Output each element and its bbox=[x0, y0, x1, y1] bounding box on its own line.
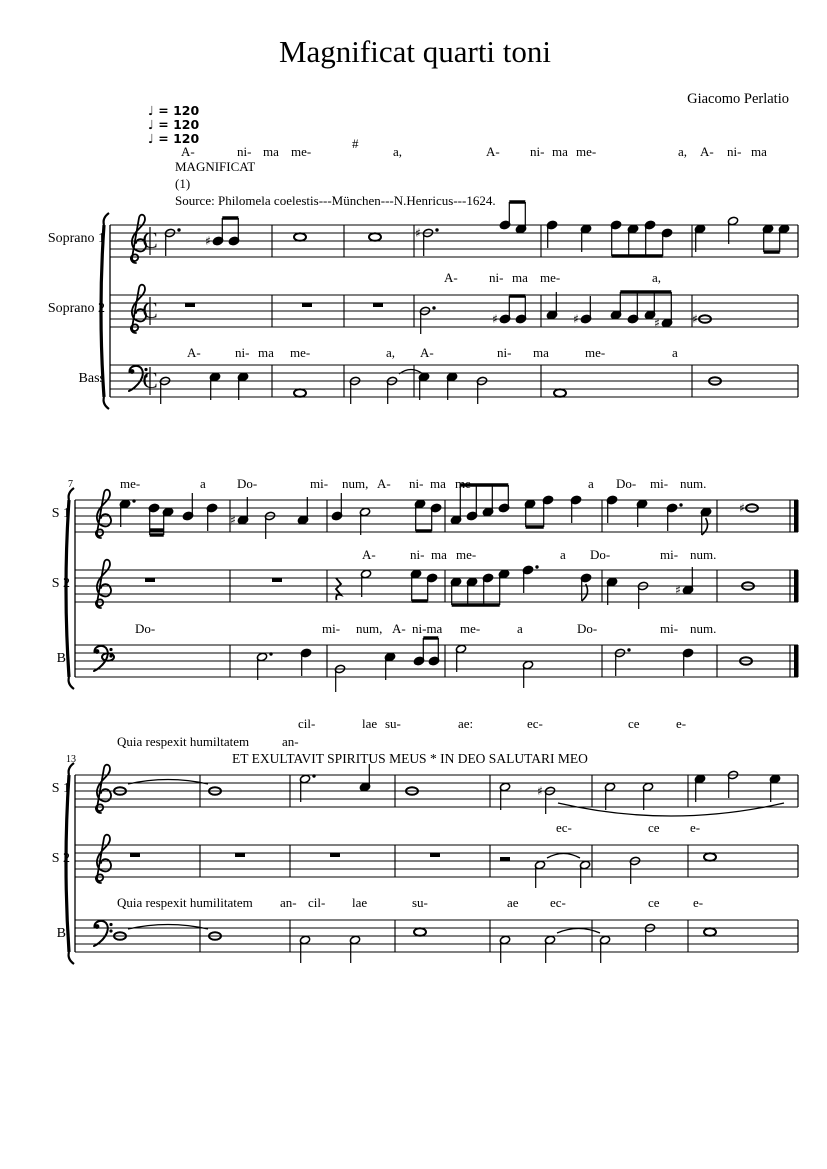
whole-rest bbox=[235, 853, 245, 857]
lyric-syllable-soprano1-system3-verse2: e- bbox=[676, 716, 687, 731]
sharp-icon: ♯ bbox=[415, 226, 421, 241]
lyric-syllable-bass-system3: ce bbox=[648, 895, 660, 910]
staff bbox=[75, 485, 799, 539]
lyric-syllable-soprano1-system3-verse1: an- bbox=[282, 734, 299, 749]
lyric-syllable-bass-system3: Quia respexit humilitatem bbox=[117, 895, 253, 910]
lyric-syllable-soprano2-system2: Do- bbox=[590, 547, 611, 562]
lyric-syllable-bass-system1: ma bbox=[258, 345, 274, 360]
augmentation-dot bbox=[679, 503, 682, 506]
sharp-icon: ♯ bbox=[654, 316, 660, 331]
bass-clef-dot bbox=[109, 923, 112, 926]
lyric-syllable-soprano2-system1: A- bbox=[444, 270, 458, 285]
staff-label: Soprano 1 bbox=[47, 231, 105, 246]
whole-rest bbox=[272, 578, 282, 582]
composer-name: Giacomo Perlatio bbox=[687, 91, 789, 107]
lyric-syllable-bass-system2: ni-ma bbox=[412, 621, 443, 636]
note-head bbox=[414, 928, 426, 936]
sharp-icon: ♯ bbox=[739, 501, 745, 516]
augmentation-dot bbox=[432, 306, 435, 309]
measure-number: 13 bbox=[66, 754, 76, 765]
lyric-syllable-bass-system1: a, bbox=[386, 345, 396, 360]
lyric-syllable-soprano1-system2: me- bbox=[455, 476, 476, 491]
header-latin-text: ET EXULTAVIT SPIRITUS MEUS * IN DEO SALUTARI MEO bbox=[232, 750, 588, 766]
whole-rest bbox=[330, 853, 340, 857]
lyric-syllable-soprano2-system2: ni- bbox=[410, 547, 425, 562]
lyric-syllable-bass-system2: Do- bbox=[577, 621, 598, 636]
header-text: MAGNIFICAT bbox=[175, 159, 256, 174]
staff-label: Bass bbox=[78, 371, 105, 386]
sharp-icon: ♯ bbox=[573, 312, 579, 327]
staff bbox=[75, 835, 798, 888]
lyric-syllable-bass-system3: ae bbox=[507, 895, 519, 910]
lyric-syllable-soprano1-system2: Do- bbox=[616, 476, 637, 491]
augmentation-dot bbox=[177, 228, 180, 231]
tempo-marking: ♩ = 120 bbox=[148, 116, 200, 132]
system-bracket bbox=[104, 213, 109, 225]
lyric-syllable-soprano1-system2: me- bbox=[120, 476, 141, 491]
lyric-syllable-soprano1-system1: me- bbox=[576, 144, 597, 159]
lyric-syllable-bass-system2: num, bbox=[356, 621, 383, 636]
staff-label: S 2 bbox=[51, 576, 70, 591]
sharp-icon: ♯ bbox=[492, 312, 498, 327]
lyric-syllable-soprano1-system1: A- bbox=[700, 144, 714, 159]
whole-rest bbox=[302, 303, 312, 307]
lyric-syllable-bass-system2: mi- bbox=[660, 621, 679, 636]
final-barline-thick bbox=[794, 570, 799, 602]
page-title: Magnificat quarti toni bbox=[278, 34, 552, 69]
lyric-syllable-soprano1-system1: ma bbox=[552, 144, 568, 159]
system-1 bbox=[101, 202, 798, 409]
lyric-syllable-bass-system1: me- bbox=[585, 345, 606, 360]
lyric-syllable-soprano1-system3-verse2: ae: bbox=[458, 716, 474, 731]
header-text: (1) bbox=[175, 176, 191, 191]
staff-label: S 1 bbox=[51, 781, 70, 796]
staff bbox=[110, 202, 798, 263]
lyric-syllable-bass-system2: num. bbox=[690, 621, 717, 636]
augmentation-dot bbox=[269, 652, 272, 655]
lyric-syllable-soprano1-system2: Do- bbox=[237, 476, 258, 491]
lyric-syllable-bass-system2: mi- bbox=[322, 621, 341, 636]
note-head bbox=[369, 233, 381, 241]
lyric-syllable-bass-system3: an- bbox=[280, 895, 297, 910]
lyric-syllable-soprano1-system2: a bbox=[200, 476, 206, 491]
lyric-syllable-bass-system3: ec- bbox=[550, 895, 566, 910]
tempo-marking: ♩ = 120 bbox=[148, 102, 200, 118]
sharp-icon: ♯ bbox=[230, 513, 236, 528]
treble-clef-icon bbox=[96, 765, 111, 813]
staff bbox=[75, 764, 798, 814]
lyric-syllable-soprano1-system3-verse2: su- bbox=[385, 716, 401, 731]
lyric-syllable-soprano1-system1: ma bbox=[751, 144, 767, 159]
lyric-syllable-bass-system3: cil- bbox=[308, 895, 326, 910]
lyric-syllable-bass-system1: a bbox=[672, 345, 678, 360]
lyric-syllable-soprano1-system1: A- bbox=[486, 144, 500, 159]
lyric-syllable-bass-system1: ni- bbox=[235, 345, 250, 360]
augmentation-dot bbox=[627, 648, 630, 651]
lyric-syllable-soprano2-system2: a bbox=[560, 547, 566, 562]
lyric-syllable-soprano1-system2: num. bbox=[680, 476, 707, 491]
lyric-syllable-soprano2-system1: me- bbox=[540, 270, 561, 285]
cut-time-icon: C bbox=[142, 298, 158, 323]
final-barline-thick bbox=[794, 645, 799, 677]
whole-rest bbox=[430, 853, 440, 857]
lyric-syllable-soprano1-system3-verse1: Quia respexit humiltatem bbox=[117, 734, 250, 749]
system-bracket bbox=[104, 397, 109, 409]
staff-label: S 2 bbox=[51, 851, 70, 866]
lyric-syllable-soprano1-system1: a, bbox=[678, 144, 688, 159]
lyric-syllable-soprano1-system2: ma bbox=[430, 476, 446, 491]
staff bbox=[75, 638, 799, 692]
lyric-syllable-soprano2-system3: ce bbox=[648, 820, 660, 835]
staff-label: Soprano 2 bbox=[47, 301, 105, 316]
lyric-syllable-bass-system1: A- bbox=[187, 345, 201, 360]
lyric-syllable-soprano1-system3-verse2: ce bbox=[628, 716, 640, 731]
system-bracket bbox=[69, 952, 74, 964]
lyric-syllable-soprano2-system2: mi- bbox=[660, 547, 679, 562]
quarter-rest bbox=[336, 578, 341, 600]
bass-clef-dot bbox=[109, 929, 112, 932]
lyric-syllable-soprano1-system2: mi- bbox=[650, 476, 669, 491]
cut-time-icon: C bbox=[142, 228, 158, 253]
lyric-syllable-bass-system1: ma bbox=[533, 345, 549, 360]
lyric-syllable-bass-system2: a bbox=[517, 621, 523, 636]
treble-clef-icon bbox=[96, 835, 111, 883]
sharp-icon: ♯ bbox=[692, 312, 698, 327]
half-rest bbox=[500, 857, 510, 861]
system-2 bbox=[66, 485, 799, 692]
staff-label: S 1 bbox=[51, 506, 70, 521]
eighth-flag bbox=[582, 584, 588, 601]
bass-clef-icon bbox=[94, 921, 113, 946]
lyric-syllable-soprano1-system1: A- bbox=[181, 144, 195, 159]
lyric-syllable-soprano1-system3-verse2: lae bbox=[362, 716, 378, 731]
staff bbox=[75, 920, 798, 963]
staff bbox=[110, 285, 798, 334]
lyric-syllable-soprano1-system1: ma bbox=[263, 144, 279, 159]
note-head bbox=[294, 233, 306, 241]
augmentation-dot bbox=[535, 565, 538, 568]
lyric-syllable-soprano1-system1: ni- bbox=[237, 144, 252, 159]
sharp-icon: ♯ bbox=[675, 583, 681, 598]
lyric-syllable-soprano1-system2: ni- bbox=[409, 476, 424, 491]
lyric-syllable-soprano1-system2: a bbox=[588, 476, 594, 491]
lyric-syllable-bass-system2: me- bbox=[460, 621, 481, 636]
lyric-syllable-soprano1-system2: num, bbox=[342, 476, 369, 491]
staff bbox=[75, 560, 799, 609]
note-head bbox=[704, 928, 716, 936]
whole-rest bbox=[373, 303, 383, 307]
augmentation-dot bbox=[435, 228, 438, 231]
lyric-syllable-soprano2-system2: num. bbox=[690, 547, 717, 562]
lyric-syllable-soprano2-system2: A- bbox=[362, 547, 376, 562]
lyric-syllable-soprano2-system1: a, bbox=[652, 270, 662, 285]
lyric-syllable-soprano1-system2: A- bbox=[377, 476, 391, 491]
whole-rest bbox=[185, 303, 195, 307]
lyric-syllable-soprano1-system2: mi- bbox=[310, 476, 329, 491]
lyric-syllable-bass-system2: A- bbox=[392, 621, 406, 636]
measure-number: 7 bbox=[68, 479, 73, 490]
lyric-syllable-soprano2-system2: me- bbox=[456, 547, 477, 562]
staff-label: B bbox=[56, 926, 66, 941]
system-bracket bbox=[69, 677, 74, 689]
treble-clef-icon bbox=[96, 490, 111, 538]
lyric-syllable-bass-system1: A- bbox=[420, 345, 434, 360]
whole-rest bbox=[130, 853, 140, 857]
sharp-icon: ♯ bbox=[205, 234, 211, 249]
augmentation-dot bbox=[312, 774, 315, 777]
lyric-syllable-soprano2-system1: ma bbox=[512, 270, 528, 285]
tie bbox=[547, 854, 580, 859]
note-head bbox=[554, 389, 566, 397]
bass-clef-dot bbox=[109, 648, 112, 651]
whole-rest bbox=[145, 578, 155, 582]
lyric-syllable-soprano2-system1: ni- bbox=[489, 270, 504, 285]
lyric-syllable-bass-system2: Do- bbox=[135, 621, 156, 636]
lyric-syllable-soprano1-system1: a, bbox=[393, 144, 403, 159]
augmentation-dot bbox=[132, 499, 135, 502]
lyric-syllable-soprano2-system3: ec- bbox=[556, 820, 572, 835]
cut-time-icon: C bbox=[142, 368, 158, 393]
treble-clef-icon bbox=[96, 560, 111, 608]
system-3 bbox=[66, 763, 798, 964]
lyric-syllable-bass-system1: ni- bbox=[497, 345, 512, 360]
lyric-syllable-bass-system3: lae bbox=[352, 895, 368, 910]
sharp-icon: ♯ bbox=[537, 784, 543, 799]
lyric-syllable-soprano2-system2: ma bbox=[431, 547, 447, 562]
final-barline-thick bbox=[794, 500, 799, 532]
lyric-syllable-soprano1-system1: me- bbox=[291, 144, 312, 159]
tempo-marking: ♩ = 120 bbox=[148, 130, 200, 146]
staff-label: B bbox=[56, 651, 66, 666]
lyric-syllable-soprano1-system1: ni- bbox=[727, 144, 742, 159]
lyric-syllable-soprano1-system3-verse2: cil- bbox=[298, 716, 316, 731]
tie bbox=[557, 929, 600, 934]
lyric-syllable-bass-system3: e- bbox=[693, 895, 704, 910]
note-head bbox=[294, 389, 306, 397]
lyric-syllable-soprano1-system3-verse2: ec- bbox=[527, 716, 543, 731]
lyric-syllable-bass-system1: me- bbox=[290, 345, 311, 360]
note-head bbox=[704, 853, 716, 861]
lyric-syllable-soprano1-system1: ni- bbox=[530, 144, 545, 159]
staff bbox=[110, 365, 798, 404]
header-text: Source: Philomela coelestis---München---N.Henricus---1624. bbox=[175, 193, 496, 208]
lyric-syllable-soprano1-system1: # bbox=[352, 136, 359, 151]
lyric-syllable-soprano2-system3: e- bbox=[690, 820, 701, 835]
lyric-syllable-bass-system3: su- bbox=[412, 895, 428, 910]
